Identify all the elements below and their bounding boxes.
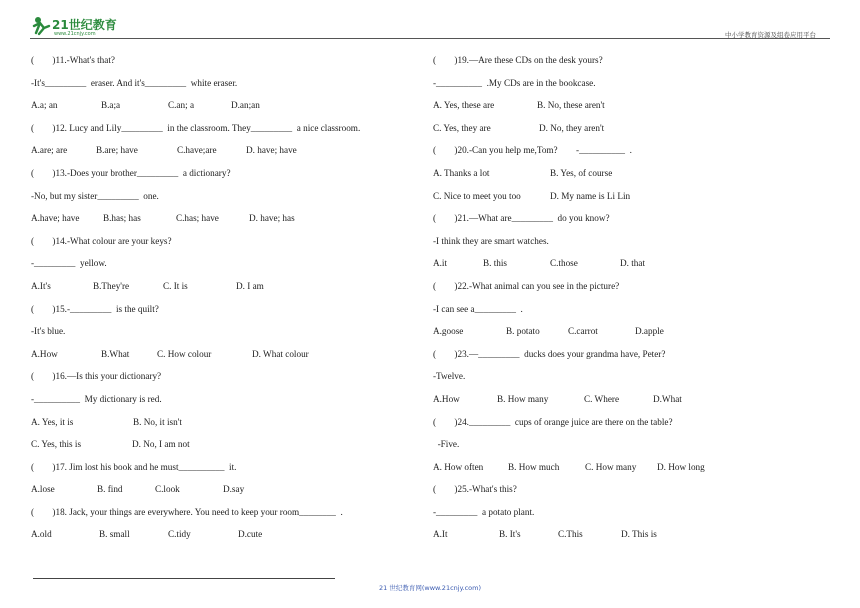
left-column	[31, 55, 411, 552]
answer-option: B.a;a	[101, 100, 121, 111]
answer-option: B. No, these aren't	[537, 100, 605, 111]
answer-option: B. It's	[499, 529, 521, 540]
answer-option: B. potato	[506, 326, 540, 337]
answer-options	[31, 439, 411, 462]
answer-option: C.those	[550, 258, 578, 269]
answer-option: D. This is	[621, 529, 657, 540]
answer-option: D. I am	[236, 280, 264, 291]
header-platform-text: 中小学教育资源及组卷应用平台	[725, 31, 816, 39]
answer-option: A. Yes, these are	[433, 100, 495, 111]
answer-option: A.it	[433, 258, 448, 269]
answer-option: C.carrot	[568, 326, 598, 337]
answer-option: C.an; a	[168, 100, 195, 111]
answer-options	[31, 145, 411, 168]
answer-option: C. Yes, this is	[31, 439, 82, 450]
question-line: ( )22.-What animal can you see in the picture?	[433, 280, 620, 291]
answer-option: B. find	[97, 484, 123, 495]
answer-option: A. How often	[433, 461, 484, 472]
answer-options	[31, 529, 411, 552]
answer-option: D. What colour	[252, 348, 309, 359]
answer-option: C.This	[558, 529, 583, 540]
question-line: -No, but my sister_________ one.	[31, 190, 159, 201]
right-column	[433, 55, 833, 552]
answer-options	[433, 394, 833, 417]
answer-option: D.apple	[635, 326, 664, 337]
answer-option: D.What	[653, 393, 682, 404]
answer-options	[31, 100, 411, 123]
question-line: ( )17. Jim lost his book and he must__________ it.	[31, 461, 237, 472]
answer-options	[433, 326, 833, 349]
answer-option: D. have; have	[246, 145, 297, 156]
answer-option: D. No, they aren't	[539, 122, 605, 133]
answer-option: A. Thanks a lot	[433, 167, 490, 178]
answer-options	[433, 168, 833, 191]
answer-option: B. this	[483, 258, 507, 269]
answer-option: C.has; have	[176, 213, 219, 224]
answer-option: A.It	[433, 529, 448, 540]
answer-option: C.look	[155, 484, 180, 495]
answer-options	[31, 484, 411, 507]
answer-options	[433, 123, 833, 146]
question-line: ( )14.-What colour are your keys?	[31, 235, 172, 246]
question-line: -I think they are smart watches.	[433, 235, 549, 246]
answer-options	[31, 213, 411, 236]
answer-option: C. How many	[585, 461, 637, 472]
answer-option: D.cute	[238, 529, 263, 540]
logo-title: 21世纪教育	[52, 18, 117, 32]
answer-option: C. Where	[584, 393, 620, 404]
answer-option: B. Yes, of course	[550, 167, 613, 178]
question-line: -__________ .My CDs are in the bookcase.	[433, 77, 596, 88]
question-line: -__________ My dictionary is red.	[31, 393, 162, 404]
answer-option: B.are; have	[96, 145, 138, 156]
answer-option: C.tidy	[168, 529, 191, 540]
logo-subtitle: www.21cnjy.com	[54, 31, 96, 37]
answer-option: D. How long	[657, 461, 705, 472]
answer-option: A.It's	[31, 280, 51, 291]
answer-option: A.a; an	[31, 100, 58, 111]
answer-option: D. My name is Li Lin	[550, 190, 631, 201]
answer-option: D. that	[620, 258, 646, 269]
answer-option: B. small	[99, 529, 130, 540]
footer-source: 21 世纪教育网(www.21cnjy.com)	[379, 584, 481, 592]
question-line: ( )15.-_________ is the quilt?	[31, 303, 159, 314]
answer-option: B.What	[101, 348, 130, 359]
question-line: -It's blue.	[31, 326, 66, 337]
question-line: ( )21.—What are_________ do you know?	[433, 213, 610, 224]
answer-options	[433, 191, 833, 214]
question-line: -Five.	[433, 439, 460, 450]
header-divider	[30, 38, 830, 39]
answer-option: A.How	[433, 393, 460, 404]
answer-option: A. Yes, it is	[31, 416, 74, 427]
answer-option: C. Yes, they are	[433, 122, 491, 133]
question-line: -I can see a_________ .	[433, 303, 523, 314]
answer-option: B. How much	[508, 461, 560, 472]
answer-option: A.goose	[433, 326, 464, 337]
question-line: ( )12. Lucy and Lily_________ in the classroom. They_________ a nice classroom.	[31, 122, 361, 133]
answer-options	[433, 258, 833, 281]
answer-option: C. It is	[163, 280, 188, 291]
answer-option: D.an;an	[231, 100, 260, 111]
question-line: ( )16.—Is this your dictionary?	[31, 371, 162, 382]
answer-option: C. How colour	[157, 348, 212, 359]
question-line: ( )23.—_________ ducks does your grandma have, Peter?	[433, 348, 666, 359]
answer-option: D.say	[223, 484, 245, 495]
question-line: ( )24._________ cups of orange juice are there on the table?	[433, 416, 673, 427]
question-line: ( )13.-Does your brother_________ a dictionary?	[31, 167, 231, 178]
question-line: ( )18. Jack, your things are everywhere. You need to keep your room________ .	[31, 506, 343, 517]
question-line: -Twelve.	[433, 371, 466, 382]
answer-option: C.have;are	[177, 145, 217, 156]
answer-option: D. No, I am not	[132, 439, 190, 450]
question-line: -_________ yellow.	[31, 258, 107, 269]
question-line: ( )19.—Are these CDs on the desk yours?	[433, 55, 603, 65]
answer-options	[31, 281, 411, 304]
question-line: ( )11.-What's that?	[31, 55, 115, 65]
answer-option: A.old	[31, 529, 52, 540]
answer-options	[433, 529, 833, 552]
answer-option: A.lose	[31, 484, 55, 495]
answer-options	[433, 462, 833, 485]
question-line: -_________ a potato plant.	[433, 506, 535, 517]
answer-option: A.How	[31, 348, 58, 359]
answer-option: B. No, it isn't	[133, 416, 182, 427]
answer-options	[433, 100, 833, 123]
answer-options	[31, 417, 411, 440]
answer-options	[31, 349, 411, 372]
logo	[30, 14, 140, 40]
footer-divider	[33, 578, 335, 579]
answer-option: A.are; are	[31, 145, 68, 156]
answer-option: C. Nice to meet you too	[433, 190, 521, 201]
answer-option: A.have; have	[31, 213, 80, 224]
question-line: ( )25.-What's this?	[433, 484, 517, 495]
question-line: -It's_________ eraser. And it's_________ white eraser.	[31, 77, 238, 88]
answer-option: B.has; has	[103, 213, 141, 224]
question-line: ( )20.-Can you help me,Tom? -__________ .	[433, 145, 632, 156]
answer-option: D. have; has	[249, 213, 295, 224]
answer-option: B.They're	[93, 280, 130, 291]
answer-option: B. How many	[497, 393, 549, 404]
